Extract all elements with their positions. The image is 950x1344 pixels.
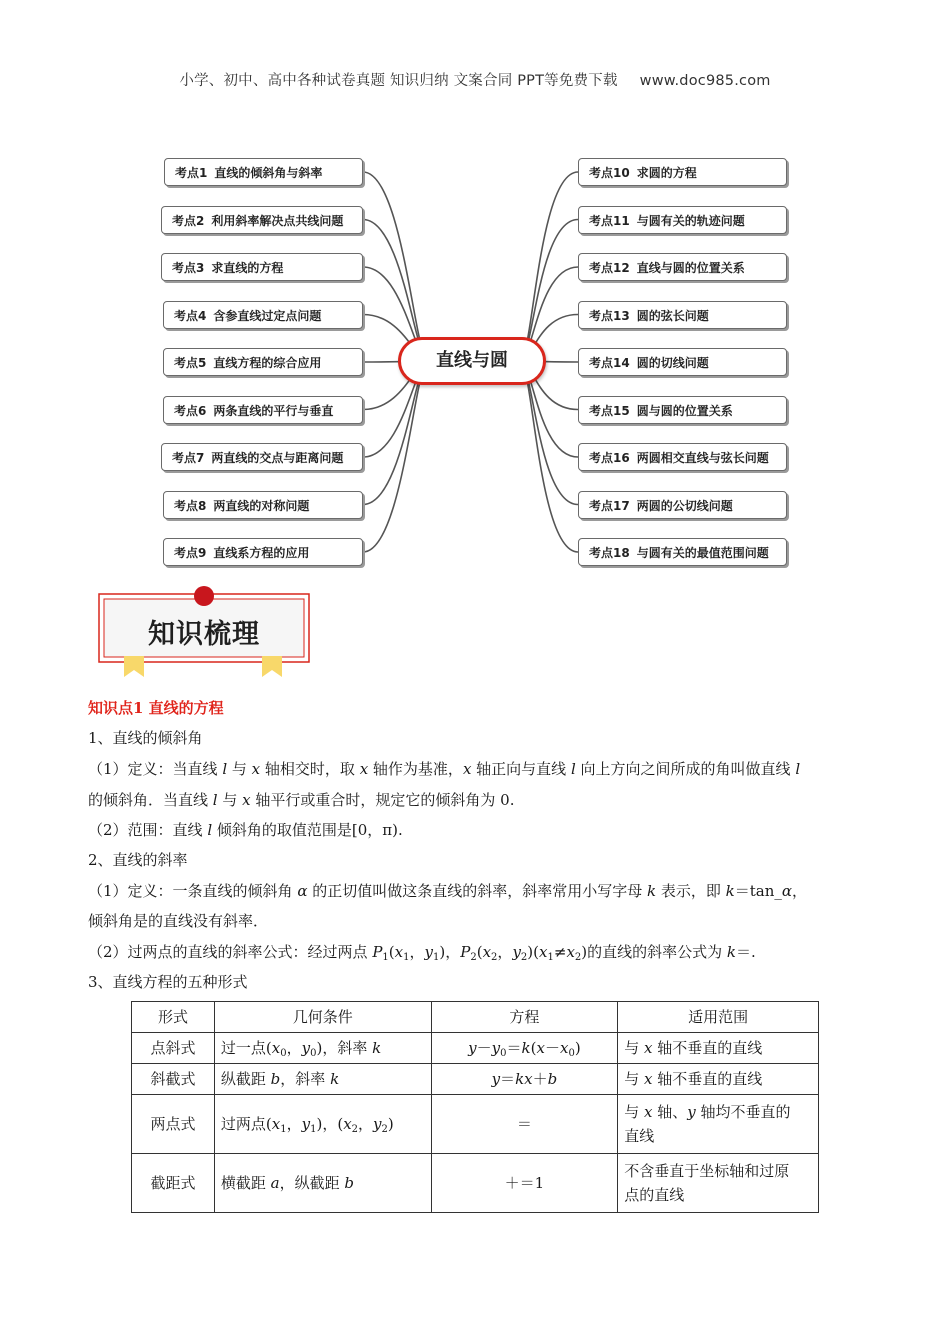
table-header-cell: 形式 xyxy=(132,1002,215,1033)
mindmap-node-left-1: 考点1 直线的倾斜角与斜率 xyxy=(164,158,363,186)
mindmap-node-left-4: 考点4 含参直线过定点问题 xyxy=(163,301,363,329)
equation-cell: ＋＝1 xyxy=(431,1154,618,1213)
scope-cell: 与 x 轴不垂直的直线 xyxy=(618,1064,819,1095)
mindmap-node-right-1: 考点10 求圆的方程 xyxy=(578,158,787,186)
mindmap-node-right-9: 考点18 与圆有关的最值范围问题 xyxy=(578,538,787,566)
condition-cell: 纵截距 b，斜率 k xyxy=(214,1064,431,1095)
definition-2-line-1: （1）定义：一条直线的倾斜角 α 的正切值叫做这条直线的斜率，斜率常用小写字母 k 表示，即 k＝tan_α， xyxy=(88,882,808,900)
slope-formula-line: （2）过两点的直线的斜率公式：经过两点 $P_1(x_1$，$y_1$)，$P_2(x_2$，$y_2)(x_1\ne x_2)$的直线的斜率公式为 k＝. xyxy=(88,943,756,963)
definition-2-line-2: 倾斜角是的直线没有斜率． xyxy=(88,912,269,930)
heading-1: 1、直线的倾斜角 xyxy=(88,729,203,747)
mindmap-center: 直线与圆 xyxy=(398,337,546,385)
connector-left-9 xyxy=(363,361,428,552)
section-title: 知识点1 直线的方程 xyxy=(88,699,224,717)
table-header-cell: 几何条件 xyxy=(214,1002,431,1033)
knowledge-banner-title: 知识梳理 xyxy=(148,619,260,650)
table-header-row xyxy=(132,1002,819,1033)
form-cell: 斜截式 xyxy=(132,1064,215,1095)
connector-right-1 xyxy=(520,172,578,361)
definition-1-line-1: （1）定义：当直线 l 与 x 轴相交时，取 x 轴作为基准，x 轴正向与直线 l 向上方向之间所成的角叫做直线 l xyxy=(88,760,801,778)
form-cell: 点斜式 xyxy=(132,1033,215,1064)
mindmap-node-right-6: 考点15 圆与圆的位置关系 xyxy=(578,396,787,424)
scope-cell: 与 x 轴不垂直的直线 xyxy=(618,1033,819,1064)
mindmap xyxy=(0,140,950,580)
condition-cell: 过一点($x_0$，$y_0$)，斜率 k xyxy=(214,1033,431,1064)
form-cell: 两点式 xyxy=(132,1095,215,1154)
mindmap-node-left-7: 考点7 两直线的交点与距离问题 xyxy=(161,443,363,471)
table-row xyxy=(132,1095,819,1154)
scope-cell: 不含垂直于坐标轴和过原 点的直线 xyxy=(618,1154,819,1213)
line-equation-forms-table xyxy=(131,1001,819,1213)
form-cell: 截距式 xyxy=(132,1154,215,1213)
mindmap-node-left-2: 考点2 利用斜率解决点共线问题 xyxy=(161,206,363,234)
mindmap-node-right-4: 考点13 圆的弦长问题 xyxy=(578,301,787,329)
mindmap-node-left-3: 考点3 求直线的方程 xyxy=(161,253,363,281)
mindmap-node-left-9: 考点9 直线系方程的应用 xyxy=(163,538,363,566)
mindmap-node-left-8: 考点8 两直线的对称问题 xyxy=(163,491,363,519)
equation-cell: y＝kx＋b xyxy=(431,1064,618,1095)
heading-3: 3、直线方程的五种形式 xyxy=(88,973,248,991)
heading-2: 2、直线的斜率 xyxy=(88,851,188,869)
equation-cell: ＝ xyxy=(431,1095,618,1154)
mindmap-node-right-3: 考点12 直线与圆的位置关系 xyxy=(578,253,787,281)
mindmap-node-right-7: 考点16 两圆相交直线与弦长问题 xyxy=(578,443,787,471)
mindmap-node-left-6: 考点6 两条直线的平行与垂直 xyxy=(163,396,363,424)
table-row xyxy=(132,1154,819,1213)
table-header-cell: 方程 xyxy=(431,1002,618,1033)
table-row xyxy=(132,1033,819,1064)
range-line: （2）范围：直线 l 倾斜角的取值范围是[0，π). xyxy=(88,821,403,839)
table-row xyxy=(132,1064,819,1095)
definition-1-line-2: 的倾斜角．当直线 l 与 x 轴平行或重合时，规定它的倾斜角为 0. xyxy=(88,791,515,809)
connector-left-1 xyxy=(363,172,428,361)
mindmap-node-left-5: 考点5 直线方程的综合应用 xyxy=(163,348,363,376)
mindmap-node-right-8: 考点17 两圆的公切线问题 xyxy=(578,491,787,519)
scope-cell: 与 x 轴、y 轴均不垂直的 直线 xyxy=(618,1095,819,1154)
equation-cell: $y-y_0=k(x-x_0)$ xyxy=(431,1033,618,1064)
page-header xyxy=(0,69,950,90)
table-header-cell: 适用范围 xyxy=(618,1002,819,1033)
header-text: 小学、初中、高中各种试卷真题 知识归纳 文案合同 PPT等免费下载 xyxy=(179,73,618,89)
mindmap-node-right-5: 考点14 圆的切线问题 xyxy=(578,348,787,376)
condition-cell: 过两点($x_1$，$y_1$)，($x_2$，$y_2$) xyxy=(214,1095,431,1154)
condition-cell: 横截距 a，纵截距 b xyxy=(214,1154,431,1213)
connector-right-9 xyxy=(520,361,578,552)
mindmap-node-right-2: 考点11 与圆有关的轨迹问题 xyxy=(578,206,787,234)
header-site: www.doc985.com xyxy=(639,73,771,89)
